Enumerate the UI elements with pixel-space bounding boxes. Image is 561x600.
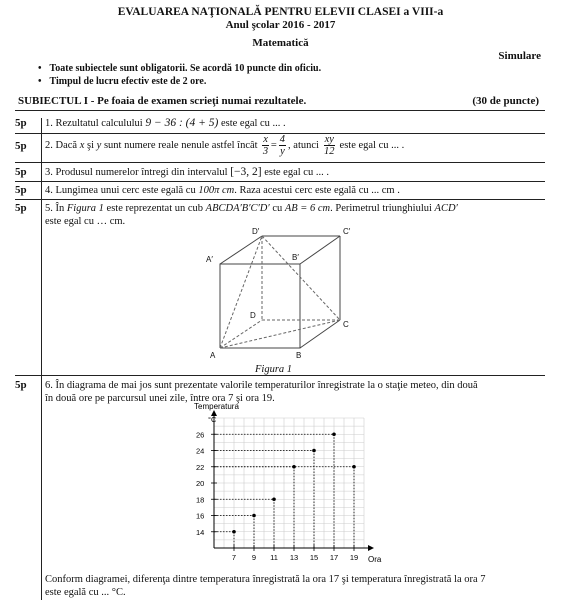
y-tick-label: 26	[196, 430, 205, 440]
data-point	[312, 449, 316, 453]
points-q4: 5p	[15, 184, 27, 196]
figure-caption: Figura 1	[255, 364, 293, 375]
diagonal-AC	[220, 320, 340, 348]
points-q5: 5p	[15, 202, 27, 214]
y-axis-unit: °C	[208, 415, 217, 424]
data-point	[232, 530, 236, 534]
school-year: Anul şcolar 2016 - 2017	[225, 19, 336, 31]
question-2: 2. Dacă x şi y sunt numere reale nenule astfel încât $\frac{x}{3}$ = $\frac{4}{y}$ , atunci $\frac{xy}{12}$ este egal cu ... .	[45, 134, 405, 157]
y-tick-label: 24	[196, 446, 205, 456]
x-tick-label: 17	[329, 553, 339, 562]
y-tick-label: 14	[196, 527, 205, 537]
question-6: 6. În diagrama de mai jos sunt prezentate valorile temperaturilor înregistrate la o staţie meteo, din două în două ore pe parcursul unei zile, între ora 7 şi ora 19.	[45, 380, 478, 404]
question-5: 5. În Figura 1 este reprezentat un cub ABCDA′B′C′D′ cu AB = 6 cm. Perimetrul triunghiului ACD′ este egal cu … cm.	[45, 203, 458, 227]
points-q6: 5p	[15, 379, 27, 391]
question-1: 1. Rezultatul calculului 9 − 36 : (4 + 5) este egal cu ... .	[45, 117, 286, 129]
label-B: B	[296, 351, 302, 360]
y-tick-label: 20	[196, 479, 205, 488]
data-point	[252, 514, 256, 518]
diagonal-D1C	[262, 236, 340, 320]
question-3: 3. Produsul numerelor întregi din intervalul [−3, 2] este egal cu ... .	[45, 166, 329, 178]
label-A1: A′	[206, 255, 213, 264]
x-tick-label: 11	[270, 553, 278, 562]
x-tick-label: 7	[231, 553, 237, 562]
y-tick-label: 16	[196, 511, 205, 521]
x-tick-label: 9	[251, 553, 257, 562]
data-point	[352, 465, 356, 469]
x-tick-label: 15	[309, 553, 319, 562]
label-D1: D′	[252, 227, 260, 236]
x-tick-label: 13	[289, 553, 299, 562]
section-points: (30 de puncte)	[472, 95, 539, 107]
x-tick-label: 19	[349, 553, 359, 562]
question-6-footer: Conform diagramei, diferenţa dintre temperatura înregistrată la ora 17 şi temperatura înregistrată la ora 7 este egală cu ... °C.	[45, 574, 486, 598]
points-column-divider	[41, 118, 42, 600]
data-point	[272, 497, 276, 501]
question-4: 4. Lungimea unui cerc este egală cu 100π cm. Raza acestui cerc este egală cu ... cm .	[45, 185, 400, 196]
label-B1: B′	[292, 253, 299, 262]
y-axis-label: Temperatura	[194, 402, 239, 411]
x-axis-label: Ora	[368, 555, 382, 564]
diagonal-AD1	[220, 236, 262, 348]
x-axis-arrow	[368, 545, 374, 551]
label-D: D	[250, 311, 256, 320]
label-C: C	[343, 320, 349, 329]
cube-figure	[200, 226, 360, 366]
data-point	[332, 432, 336, 436]
label-A: A	[210, 351, 216, 360]
instruction-1: • Toate subiectele sunt obligatorii. Se acordă 10 puncte din oficiu.	[38, 63, 322, 74]
points-q3: 5p	[15, 166, 27, 178]
temperature-chart	[180, 402, 380, 574]
section-divider	[15, 110, 545, 111]
simulare-label: Simulare	[498, 50, 541, 62]
label-C1: C′	[343, 227, 351, 236]
cube-front-face	[220, 264, 300, 348]
instruction-2: • Timpul de lucru efectiv este de 2 ore.	[38, 76, 207, 87]
points-q2: 5p	[15, 140, 27, 152]
points-q1: 5p	[15, 117, 27, 129]
exam-title: EVALUAREA NAŢIONALĂ PENTRU ELEVII CLASEI a VIII-a	[117, 6, 444, 18]
y-tick-label: 22	[196, 462, 205, 472]
subject-name: Matematică	[252, 37, 309, 49]
y-tick-label: 18	[196, 495, 205, 505]
section-title: SUBIECTUL I - Pe foaia de examen scrieţi numai rezultatele.	[18, 95, 307, 107]
